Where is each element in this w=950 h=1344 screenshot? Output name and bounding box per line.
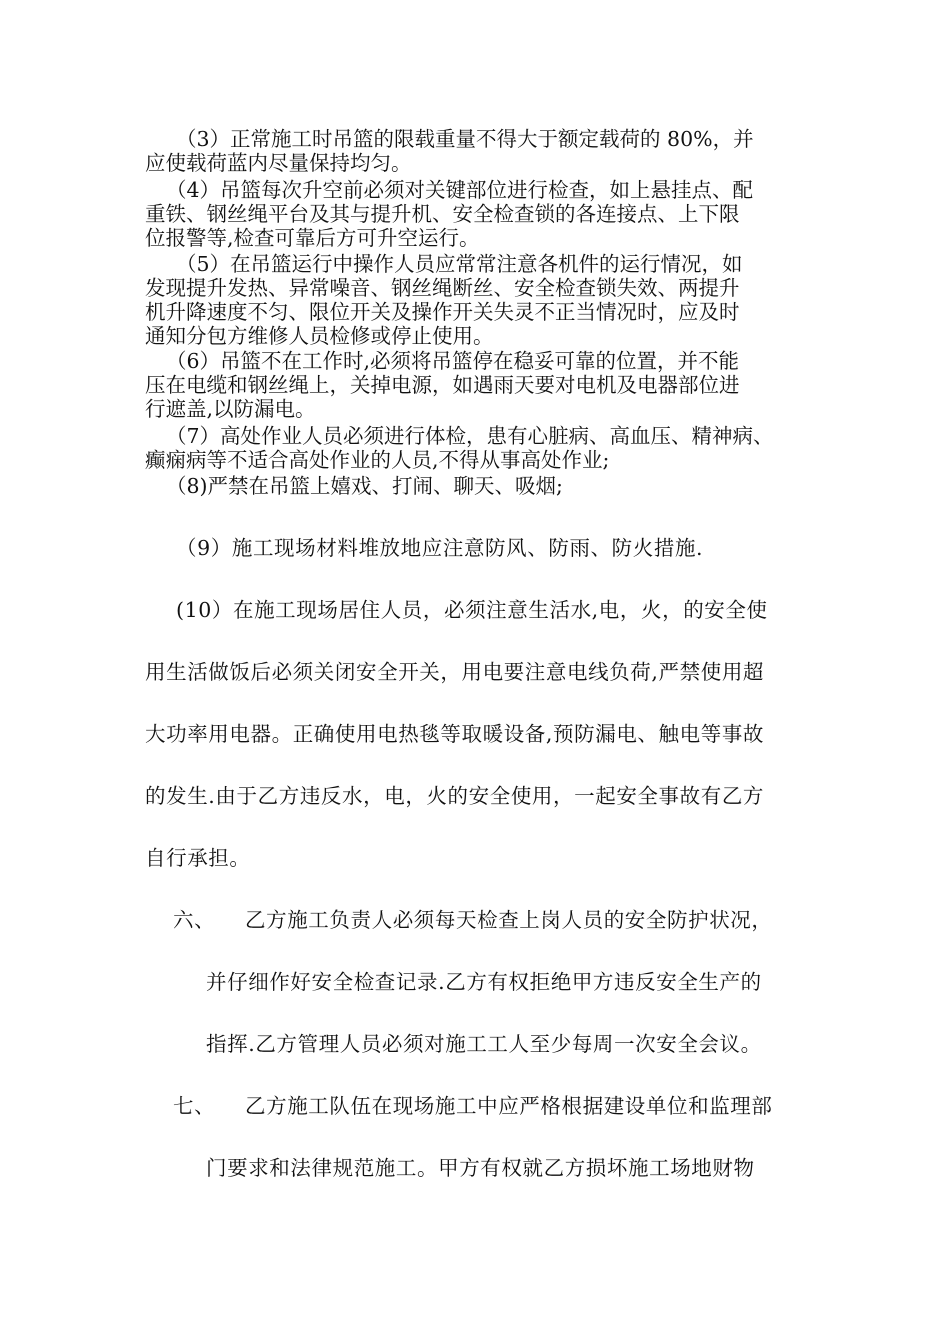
paragraph-line: 机升降速度不匀、限位开关及操作开关失灵不正当情况时，应及时	[145, 300, 740, 324]
item-9-line: （9）施工现场材料堆放地应注意防风、防雨、防火措施.	[176, 536, 704, 560]
paragraph-line: （4）吊篮每次升空前必须对关键部位进行检查，如上悬挂点、配	[166, 178, 754, 202]
section-7-number: 七、	[173, 1094, 216, 1118]
paragraph-line: 位报警等,检查可靠后方可升空运行。	[145, 226, 480, 250]
item-10-line: 的发生.由于乙方违反水，电，火的安全使用，一起安全事故有乙方	[145, 784, 765, 808]
paragraph-line: 癫痫病等不适合高处作业的人员,不得从事高处作业;	[145, 448, 610, 472]
section-6-line: 乙方施工负责人必须每天检查上岗人员的安全防护状况，	[245, 908, 773, 932]
section-7-line: 门要求和法律规范施工。甲方有权就乙方损坏施工场地财物	[206, 1156, 755, 1180]
item-10-line: (10）在施工现场居住人员，必须注意生活水,电，火，的安全使	[176, 598, 768, 622]
item-10-line: 自行承担。	[145, 846, 251, 870]
section-7-line: 乙方施工队伍在现场施工中应严格根据建设单位和监理部	[245, 1094, 773, 1118]
paragraph-line: （3）正常施工时吊篮的限载重量不得大于额定载荷的 80%，并	[176, 127, 754, 151]
paragraph-line: 行遮盖,以防漏电。	[145, 397, 316, 421]
item-10-line: 用生活做饭后必须关闭安全开关，用电要注意电线负荷,严禁使用超	[145, 660, 765, 684]
item-10-line: 大功率用电器。正确使用电热毯等取暖设备,预防漏电、触电等事故	[145, 722, 765, 746]
paragraph-line: 发现提升发热、异常噪音、钢丝绳断丝、安全检查锁失效、两提升	[145, 276, 740, 300]
section-6-line: 并仔细作好安全检查记录.乙方有权拒绝甲方违反安全生产的	[206, 970, 762, 994]
paragraph-line: 应使载荷蓝内尽量保持均匀。	[145, 151, 412, 175]
paragraph-line: （8)严禁在吊篮上嬉戏、打闹、聊天、吸烟;	[166, 474, 563, 498]
paragraph-line: （6）吊篮不在工作时,必须将吊篮停在稳妥可靠的位置，并不能	[166, 349, 740, 373]
paragraph-line: 压在电缆和钢丝绳上，关掉电源，如遇雨天要对电机及电器部位进	[145, 373, 740, 397]
section-6-line: 指挥.乙方管理人员必须对施工工人至少每周一次安全会议。	[206, 1032, 762, 1056]
paragraph-line: （5）在吊篮运行中操作人员应常常注意各机件的运行情况，如	[176, 252, 743, 276]
section-6-number: 六、	[173, 908, 216, 932]
paragraph-line: 通知分包方维修人员检修或停止使用。	[145, 324, 494, 348]
paragraph-line: 重铁、钢丝绳平台及其与提升机、安全检查锁的各连接点、上下限	[145, 202, 740, 226]
paragraph-line: （7）高处作业人员必须进行体检，患有心脏病、高血压、精神病、	[166, 424, 774, 448]
